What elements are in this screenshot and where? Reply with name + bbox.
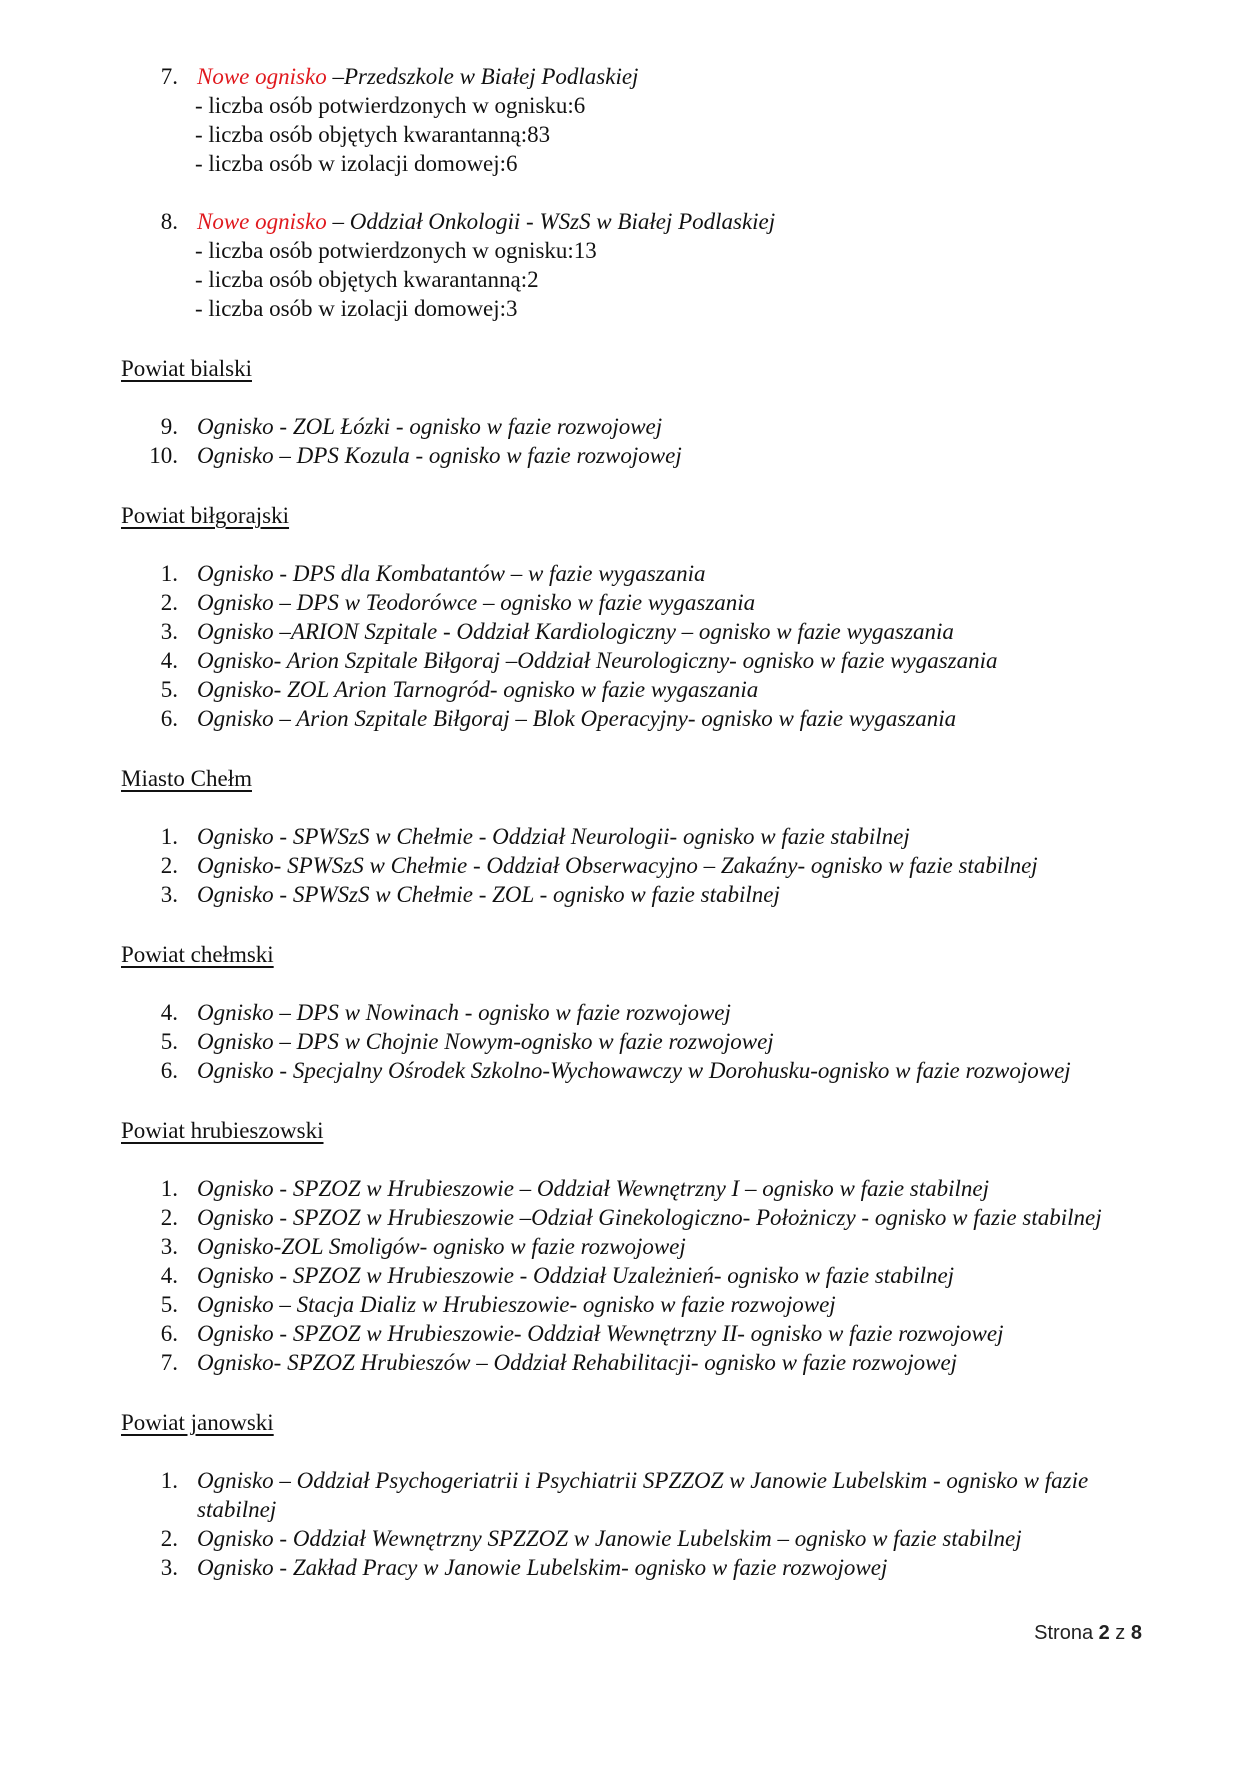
- section-heading: Miasto Chełm: [121, 766, 252, 791]
- list-item-text: Ognisko - SPZOZ w Hrubieszowie – Oddział Wewnętrzny I – ognisko w fazie stabilnej: [197, 1176, 990, 1201]
- list-item-text: Ognisko - SPWSzS w Chełmie - Oddział Neurologii- ognisko w fazie stabilnej: [197, 824, 910, 849]
- list-number: 6.: [160, 1321, 178, 1346]
- list-item-text: Ognisko - Zakład Pracy w Janowie Lubelskim- ognisko w fazie rozwojowej: [197, 1555, 888, 1580]
- list-item-text: Ognisko - ZOL Łózki - ognisko w fazie rozwojowej: [197, 414, 663, 439]
- list-number: 5.: [160, 1029, 178, 1054]
- list-number: 9.: [160, 414, 178, 439]
- list-number: 3.: [160, 882, 178, 907]
- new-focus-title: [197, 207, 775, 236]
- stat-line: - liczba osób objętych kwarantanną:83: [195, 122, 551, 147]
- list-number: 2.: [160, 853, 178, 878]
- list-number: 7.: [160, 64, 178, 89]
- stat-line: - liczba osób potwierdzonych w ognisku:6: [195, 93, 586, 118]
- list-item-text: Ognisko - DPS dla Kombatantów – w fazie wygaszania: [197, 561, 706, 586]
- stat-line: - liczba osób w izolacji domowej:3: [195, 296, 518, 321]
- section-heading: Powiat janowski: [121, 1410, 274, 1435]
- list-number: 4.: [160, 648, 178, 673]
- list-item-text: Ognisko – Stacja Dializ w Hrubieszowie- ognisko w fazie rozwojowej: [197, 1292, 836, 1317]
- list-item-text: Ognisko – Oddział Psychogeriatrii i Psychiatrii SPZZOZ w Janowie Lubelskim - ognisko w fazie: [197, 1468, 1089, 1493]
- list-item-text: Ognisko – DPS w Chojnie Nowym-ognisko w fazie rozwojowej: [197, 1029, 774, 1054]
- section-heading: Powiat chełmski: [121, 942, 274, 967]
- list-item-text: Ognisko - SPZOZ w Hrubieszowie- Oddział Wewnętrzny II- ognisko w fazie rozwojowej: [197, 1321, 1004, 1346]
- list-item-text: Ognisko - SPZOZ w Hrubieszowie - Oddział Uzależnień- ognisko w fazie stabilnej: [197, 1263, 955, 1288]
- list-item-text: Ognisko – DPS Kozula - ognisko w fazie rozwojowej: [197, 443, 682, 468]
- list-number: 8.: [160, 209, 178, 234]
- list-item-text: Ognisko – DPS w Teodorówce – ognisko w fazie wygaszania: [197, 590, 756, 615]
- list-number: 1.: [160, 561, 178, 586]
- list-item-text: Ognisko –ARION Szpitale - Oddział Kardiologiczny – ognisko w fazie wygaszania: [197, 619, 954, 644]
- new-focus-rest: –Przedszkole w Białej Podlaskiej: [326, 64, 639, 89]
- list-number: 2.: [160, 590, 178, 615]
- list-number: 2.: [160, 1526, 178, 1551]
- list-item-text: Ognisko - SPWSzS w Chełmie - ZOL - ognisko w fazie stabilnej: [197, 882, 780, 907]
- list-item-text: Ognisko- SPWSzS w Chełmie - Oddział Obserwacyjno – Zakaźny- ognisko w fazie stabilnej: [197, 853, 1038, 878]
- new-focus-label: Nowe ognisko: [197, 64, 327, 89]
- list-number: 6.: [160, 1058, 178, 1083]
- list-item-text: Ognisko- Arion Szpitale Biłgoraj –Oddział Neurologiczny- ognisko w fazie wygaszania: [197, 648, 998, 673]
- list-item-text: Ognisko- ZOL Arion Tarnogród- ognisko w fazie wygaszania: [197, 677, 759, 702]
- list-item-text: Ognisko- SPZOZ Hrubieszów – Oddział Rehabilitacji- ognisko w fazie rozwojowej: [197, 1350, 958, 1375]
- page-footer: [1034, 1622, 1142, 1645]
- current-page: 2: [1098, 1622, 1110, 1644]
- list-number: 4.: [160, 1263, 178, 1288]
- list-item-text: Ognisko - Oddział Wewnętrzny SPZZOZ w Janowie Lubelskim – ognisko w fazie stabilnej: [197, 1526, 1022, 1551]
- list-number: 3.: [160, 619, 178, 644]
- list-item-text: Ognisko – Arion Szpitale Biłgoraj – Blok Operacyjny- ognisko w fazie wygaszania: [197, 706, 957, 731]
- list-item-text: Ognisko-ZOL Smoligów- ognisko w fazie rozwojowej: [197, 1234, 686, 1259]
- list-number: 2.: [160, 1205, 178, 1230]
- new-focus-title: [197, 62, 638, 91]
- section-heading: Powiat biłgorajski: [121, 503, 290, 528]
- stat-line: - liczba osób potwierdzonych w ognisku:13: [195, 238, 597, 263]
- list-number: 6.: [160, 706, 178, 731]
- section-heading: Powiat hrubieszowski: [121, 1118, 324, 1143]
- new-focus-rest: – Oddział Onkologii - WSzS w Białej Podlaskiej: [326, 209, 776, 234]
- list-item-continuation: stabilnej: [197, 1497, 277, 1522]
- new-focus-label: Nowe ognisko: [197, 209, 327, 234]
- list-number: 7.: [160, 1350, 178, 1375]
- list-item-text: Ognisko - Specjalny Ośrodek Szkolno-Wychowawczy w Dorohusku-ognisko w fazie rozwojowej: [197, 1058, 1071, 1083]
- list-number: 1.: [160, 1468, 178, 1493]
- list-item-text: Ognisko – DPS w Nowinach - ognisko w fazie rozwojowej: [197, 1000, 731, 1025]
- list-number: 3.: [160, 1234, 178, 1259]
- footer-prefix: Strona: [1034, 1622, 1099, 1644]
- list-number: 5.: [160, 1292, 178, 1317]
- footer-separator: z: [1109, 1622, 1131, 1644]
- list-number: 3.: [160, 1555, 178, 1580]
- list-number: 10.: [149, 443, 178, 468]
- list-number: 5.: [160, 677, 178, 702]
- stat-line: - liczba osób w izolacji domowej:6: [195, 151, 518, 176]
- total-pages: 8: [1130, 1622, 1142, 1644]
- stat-line: - liczba osób objętych kwarantanną:2: [195, 267, 539, 292]
- list-number: 4.: [160, 1000, 178, 1025]
- section-heading: Powiat bialski: [121, 356, 252, 381]
- list-item-text: Ognisko - SPZOZ w Hrubieszowie –Odział Ginekologiczno- Położniczy - ognisko w fazie stabilnej: [197, 1205, 1102, 1230]
- list-number: 1.: [160, 1176, 178, 1201]
- list-number: 1.: [160, 824, 178, 849]
